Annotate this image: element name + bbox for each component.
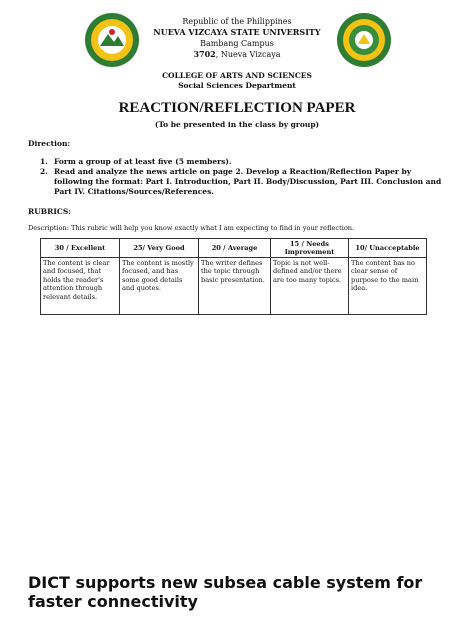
rubric-header-very-good: 25/ Very Good: [120, 239, 199, 258]
rubric-cell-excellent: The content is clear and focused, that holds the reader's attention through relevant details.: [41, 258, 120, 315]
rubric-header-average: 20 / Average: [199, 239, 271, 258]
rubric-cell-average: The writer defines the topic through basic presentation.: [199, 258, 271, 315]
direction-item: [40, 167, 442, 197]
rubric-table: [40, 238, 427, 315]
direction-number: 1.: [40, 157, 48, 166]
direction-text: Form a group of at least five (5 members).: [54, 157, 232, 166]
university-name: NUEVA VIZCAYA STATE UNIVERSITY: [153, 27, 321, 37]
paper-subtitle: (To be presented in the class by group): [154, 120, 320, 129]
article-headline: DICT supports new subsea cable system for faster connectivity: [28, 573, 423, 611]
direction-item: [40, 157, 442, 167]
rubrics-label: RUBRICS:: [28, 207, 72, 216]
rubric-header-excellent: 30 / Excellent: [41, 239, 120, 258]
college-block: [0, 71, 474, 91]
rubric-description: Description: This rubric will help you know exactly what I am expecting to find in your reflection.: [28, 224, 355, 232]
rubric-criteria-row: [41, 258, 427, 315]
rubric-cell-unacceptable: The content has no clear sense of purpose to the main idea.: [349, 258, 427, 315]
rubric-cell-very-good: The content is mostly focused, and has some good details and quotes.: [120, 258, 199, 315]
direction-label: Direction:: [28, 139, 71, 148]
rubric-header-row: [41, 239, 427, 258]
letterhead: [0, 16, 474, 60]
rubric-header-unacceptable: 10/ Unacceptable: [349, 239, 427, 258]
rubric-header-needs-improvement: 15 / Needs Improvement: [271, 239, 349, 258]
address-line: [0, 49, 474, 60]
rubric-cell-needs-improvement: Topic is not well-defined and/or there are too many topics.: [271, 258, 349, 315]
direction-text: Read and analyze the news article on page 2. Develop a Reaction/Reflection Paper by following the format: Part I. Introduction, Part II. Body/Discussion, Part III. Conclusion and Part IV. Citations/Sources/References.: [54, 167, 442, 196]
department-name: Social Sciences Department: [178, 81, 296, 90]
zip-code: 3702: [193, 49, 216, 59]
campus-name: Bambang Campus: [200, 39, 274, 48]
republic-line: Republic of the Philippines: [182, 17, 292, 26]
direction-list: [40, 157, 442, 197]
address-rest: , Nueva Vizcaya: [215, 50, 281, 59]
direction-number: 2.: [40, 167, 48, 176]
paper-title: REACTION/REFLECTION PAPER: [118, 100, 356, 116]
college-name: COLLEGE OF ARTS AND SCIENCES: [162, 71, 312, 80]
